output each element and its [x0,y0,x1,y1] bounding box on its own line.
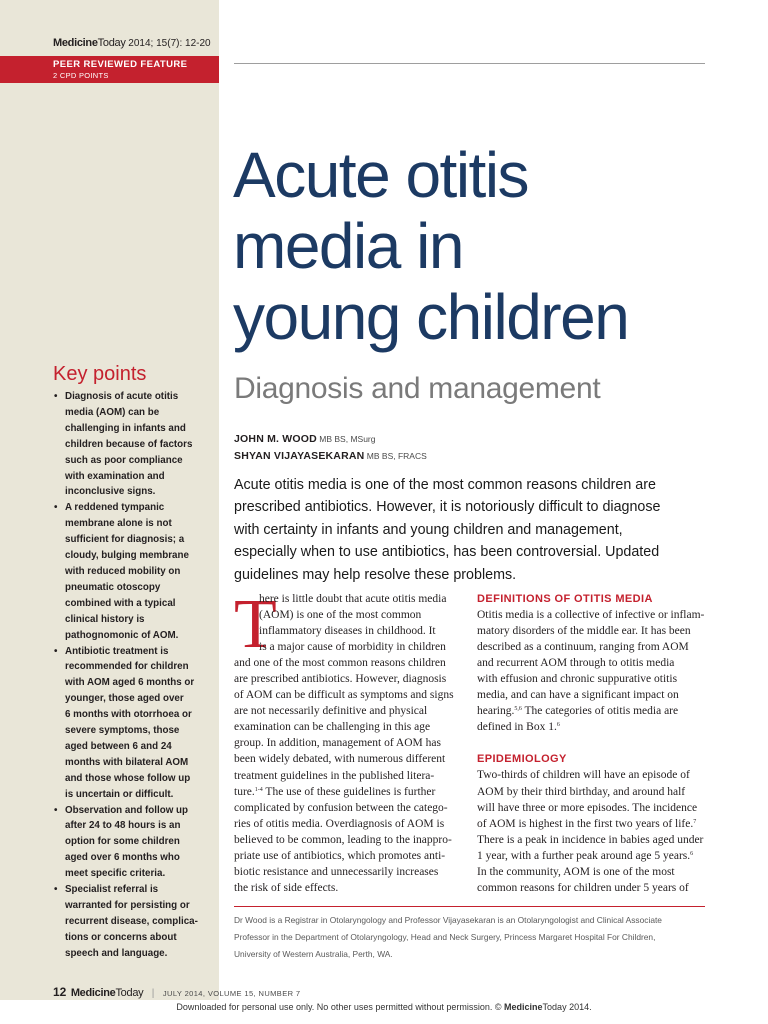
citation-ref: 1-4 [254,786,263,793]
key-point-item [53,644,213,803]
notice-text: Downloaded for personal use only. No other uses permitted without permission. © [176,1002,505,1012]
text-line: and recurrent AOM through to otitis media [477,657,675,670]
text-line [477,703,705,719]
text-line: the risk of side effects. [234,881,339,894]
text-line: complicated by confusion between the catego- [234,801,448,814]
article-title [233,140,733,353]
page-number: 12 [53,985,67,999]
text-line: (AOM) is one of the most common [259,609,422,622]
text-line: group. In addition, management of AOM has [234,737,441,750]
top-divider [234,63,705,64]
text-line [234,784,462,800]
text-line: examination can be challenging in this age [234,721,431,734]
text-line: University of Western Australia, Perth, WA. [234,949,393,959]
text-line [477,719,705,735]
text-line: and one of the most common reasons children [234,657,446,670]
text-line [477,848,705,864]
text-line: • A reddened tympanic [65,502,165,514]
citation-ref: 6 [690,850,694,857]
text-fragment: ture. [234,785,255,798]
text-line: clinical history is [65,613,145,625]
text-line: with certainty in infants and young children and management, [234,521,623,538]
footer-separator: | [151,988,155,999]
text-line: • Diagnosis of acute otitis [65,391,179,402]
article-standfirst [234,474,714,586]
text-line: media, and can have a significant impact on [477,689,679,702]
text-line: speech and language. [65,947,168,959]
text-line: • Antibiotic treatment is [65,645,169,657]
text-line: common reasons for children under 5 years of [477,881,689,894]
text-line: media (AOM) can be [65,406,160,418]
brand-today: Today [97,37,126,49]
text-fragment: 1 year, with a further peak around age 5 years. [477,849,691,862]
text-line: recurrent disease, complica- [65,915,198,927]
text-line [477,816,705,832]
text-line: will have three or more episodes. The incidence [477,801,698,814]
text-line: pathognomonic of AOM. [65,629,179,641]
text-line: option for some children [65,836,180,848]
download-notice [0,1002,768,1012]
spacer [477,735,705,751]
brand-today: Today [542,1002,567,1012]
title-line: young children [233,281,629,353]
text-line: are not necessarily definitive and physical [234,705,428,718]
text-fragment: hearing. [477,705,515,718]
text-line: here is little doubt that acute otitis media [259,593,447,605]
text-line: biotic resistance and unnecessarily increases [234,865,439,878]
author-name: JOHN M. WOOD [234,433,317,445]
page-footer [53,983,300,1001]
text-line: Dr Wood is a Registrar in Otolaryngology and Professor Vijayasekaran is an Otolaryngologist and Clinical Associate [234,915,662,925]
key-points-heading: Key points [53,363,147,385]
text-line: sufficient for diagnosis; a [65,534,185,546]
key-point-item [53,803,213,883]
text-line: such as poor compliance [65,454,183,466]
title-line: Acute otitis [233,139,529,211]
text-line: warranted for persisting or [65,900,190,911]
section-heading-definitions: DEFINITIONS OF OTITIS MEDIA [477,593,653,605]
text-line: Otitis media is a collective of infective or inflam- [477,609,705,622]
text-line: believed to be common, leading to the inappro- [234,833,452,846]
text-fragment: of AOM is highest in the first two years of life. [477,817,694,830]
feature-label: PEER REVIEWED FEATURE [53,59,188,70]
citation-text: 2014; 15(7): 12-20 [125,38,211,49]
cpd-points: 2 CPD POINTS [53,71,109,80]
text-line: Professor in the Department of Otolaryngology, Head and Neck Surgery, Princess Margaret Hospital For Children, [234,932,656,942]
author-byline [234,433,375,445]
issue-info: JULY 2014, VOLUME 15, NUMBER 7 [162,989,301,998]
text-line: meet specific criteria. [65,868,166,880]
text-line: challenging in infants and [65,422,186,434]
text-line: of AOM can be difficult as symptoms and signs [234,689,454,702]
text-line: Two-thirds of children will have an episode of [477,769,690,782]
article-subtitle: Diagnosis and management [234,372,601,405]
text-line: There is a peak in incidence in babies aged under [477,833,704,846]
key-point-item [53,500,213,643]
author-affiliation [234,912,714,963]
text-line: and those whose follow up [65,772,191,784]
text-line: children because of factors [65,438,193,450]
text-line: is uncertain or difficult. [65,788,174,800]
text-fragment: defined in Box 1. [477,721,557,734]
text-line: tions or concerns about [65,931,177,943]
text-line: been widely debated, with numerous different [234,753,446,766]
text-line: aged between 6 and 24 [65,740,172,752]
citation-ref: 7 [693,818,697,825]
text-line: is a major cause of morbidity in children [259,641,446,654]
text-fragment: The categories of otitis media are [521,705,679,718]
text-line: Acute otitis media is one of the most common reasons children are [234,477,656,493]
body-column-2 [477,591,705,896]
text-line: matory disorders of the middle ear. It has been [477,625,691,638]
journal-citation [53,37,211,49]
brand-today: Today [115,987,144,999]
key-points-list [53,389,213,962]
text-line: with AOM aged 6 months or [65,677,195,689]
text-line: cloudy, bulging membrane [65,550,189,562]
drop-cap: T [234,586,277,663]
author-byline [234,450,427,462]
text-line: prescribed antibiotics. However, it is notoriously difficult to diagnose [234,499,661,516]
author-credentials: MB BS, MSurg [316,434,376,444]
text-line: especially when to use antibiotics, has been controversial. Updated [234,544,660,561]
text-line: membrane alone is not [65,518,172,530]
text-line: guidelines may help resolve these problems. [234,566,517,583]
text-line: treatment guidelines in the published litera- [234,769,435,782]
text-line: severe symptoms, those [65,725,180,737]
text-line: younger, those aged over [65,693,184,705]
text-line: with examination and [65,470,165,482]
section-heading-epidemiology: EPIDEMIOLOGY [477,753,567,766]
citation-ref: 6 [556,722,560,729]
title-line: media in [233,210,463,282]
text-line: after 24 to 48 hours is an [65,820,181,832]
author-name: SHYAN VIJAYASEKARAN [234,450,365,462]
text-line: with effusion and chronic suppurative otitis [477,673,678,686]
text-line: combined with a typical [65,597,176,609]
body-column-1 [234,586,462,896]
brand-medicine: Medicine [70,987,116,999]
notice-year: 2014. [566,1002,592,1012]
text-line: priate use of antibiotics, which promotes anti- [234,849,446,862]
brand-medicine: Medicine [53,37,98,49]
text-line: aged over 6 months who [65,852,180,864]
brand-medicine: Medicine [504,1002,543,1012]
text-line: • Observation and follow up [65,804,189,816]
text-line: 6 months with otorrhoea or [65,709,192,721]
text-line: In the community, AOM is one of the most [477,865,675,878]
text-line: • Specialist referral is [65,884,159,896]
text-fragment: The use of these guidelines is further [262,785,436,798]
text-line: AOM by their third birthday, and around half [477,785,686,798]
affiliation-divider [234,906,705,907]
key-point-item [53,882,213,962]
text-line: ries of otitis media. Overdiagnosis of AOM is [234,817,445,830]
text-line: recommended for children [65,661,189,673]
text-line: described as a continuum, ranging from AOM [477,641,689,654]
text-line: pneumatic otoscopy [65,581,161,593]
citation-ref: 5,6 [514,706,522,713]
key-point-item [53,389,213,500]
text-line: inconclusive signs. [65,486,156,498]
text-line: inflammatory diseases in childhood. It [259,625,436,638]
feature-banner [0,56,219,83]
text-line: months with bilateral AOM [65,756,189,768]
author-credentials: MB BS, FRACS [364,451,427,461]
text-line: are prescribed antibiotics. However, diagnosis [234,673,447,686]
text-line: with reduced mobility on [65,565,181,577]
